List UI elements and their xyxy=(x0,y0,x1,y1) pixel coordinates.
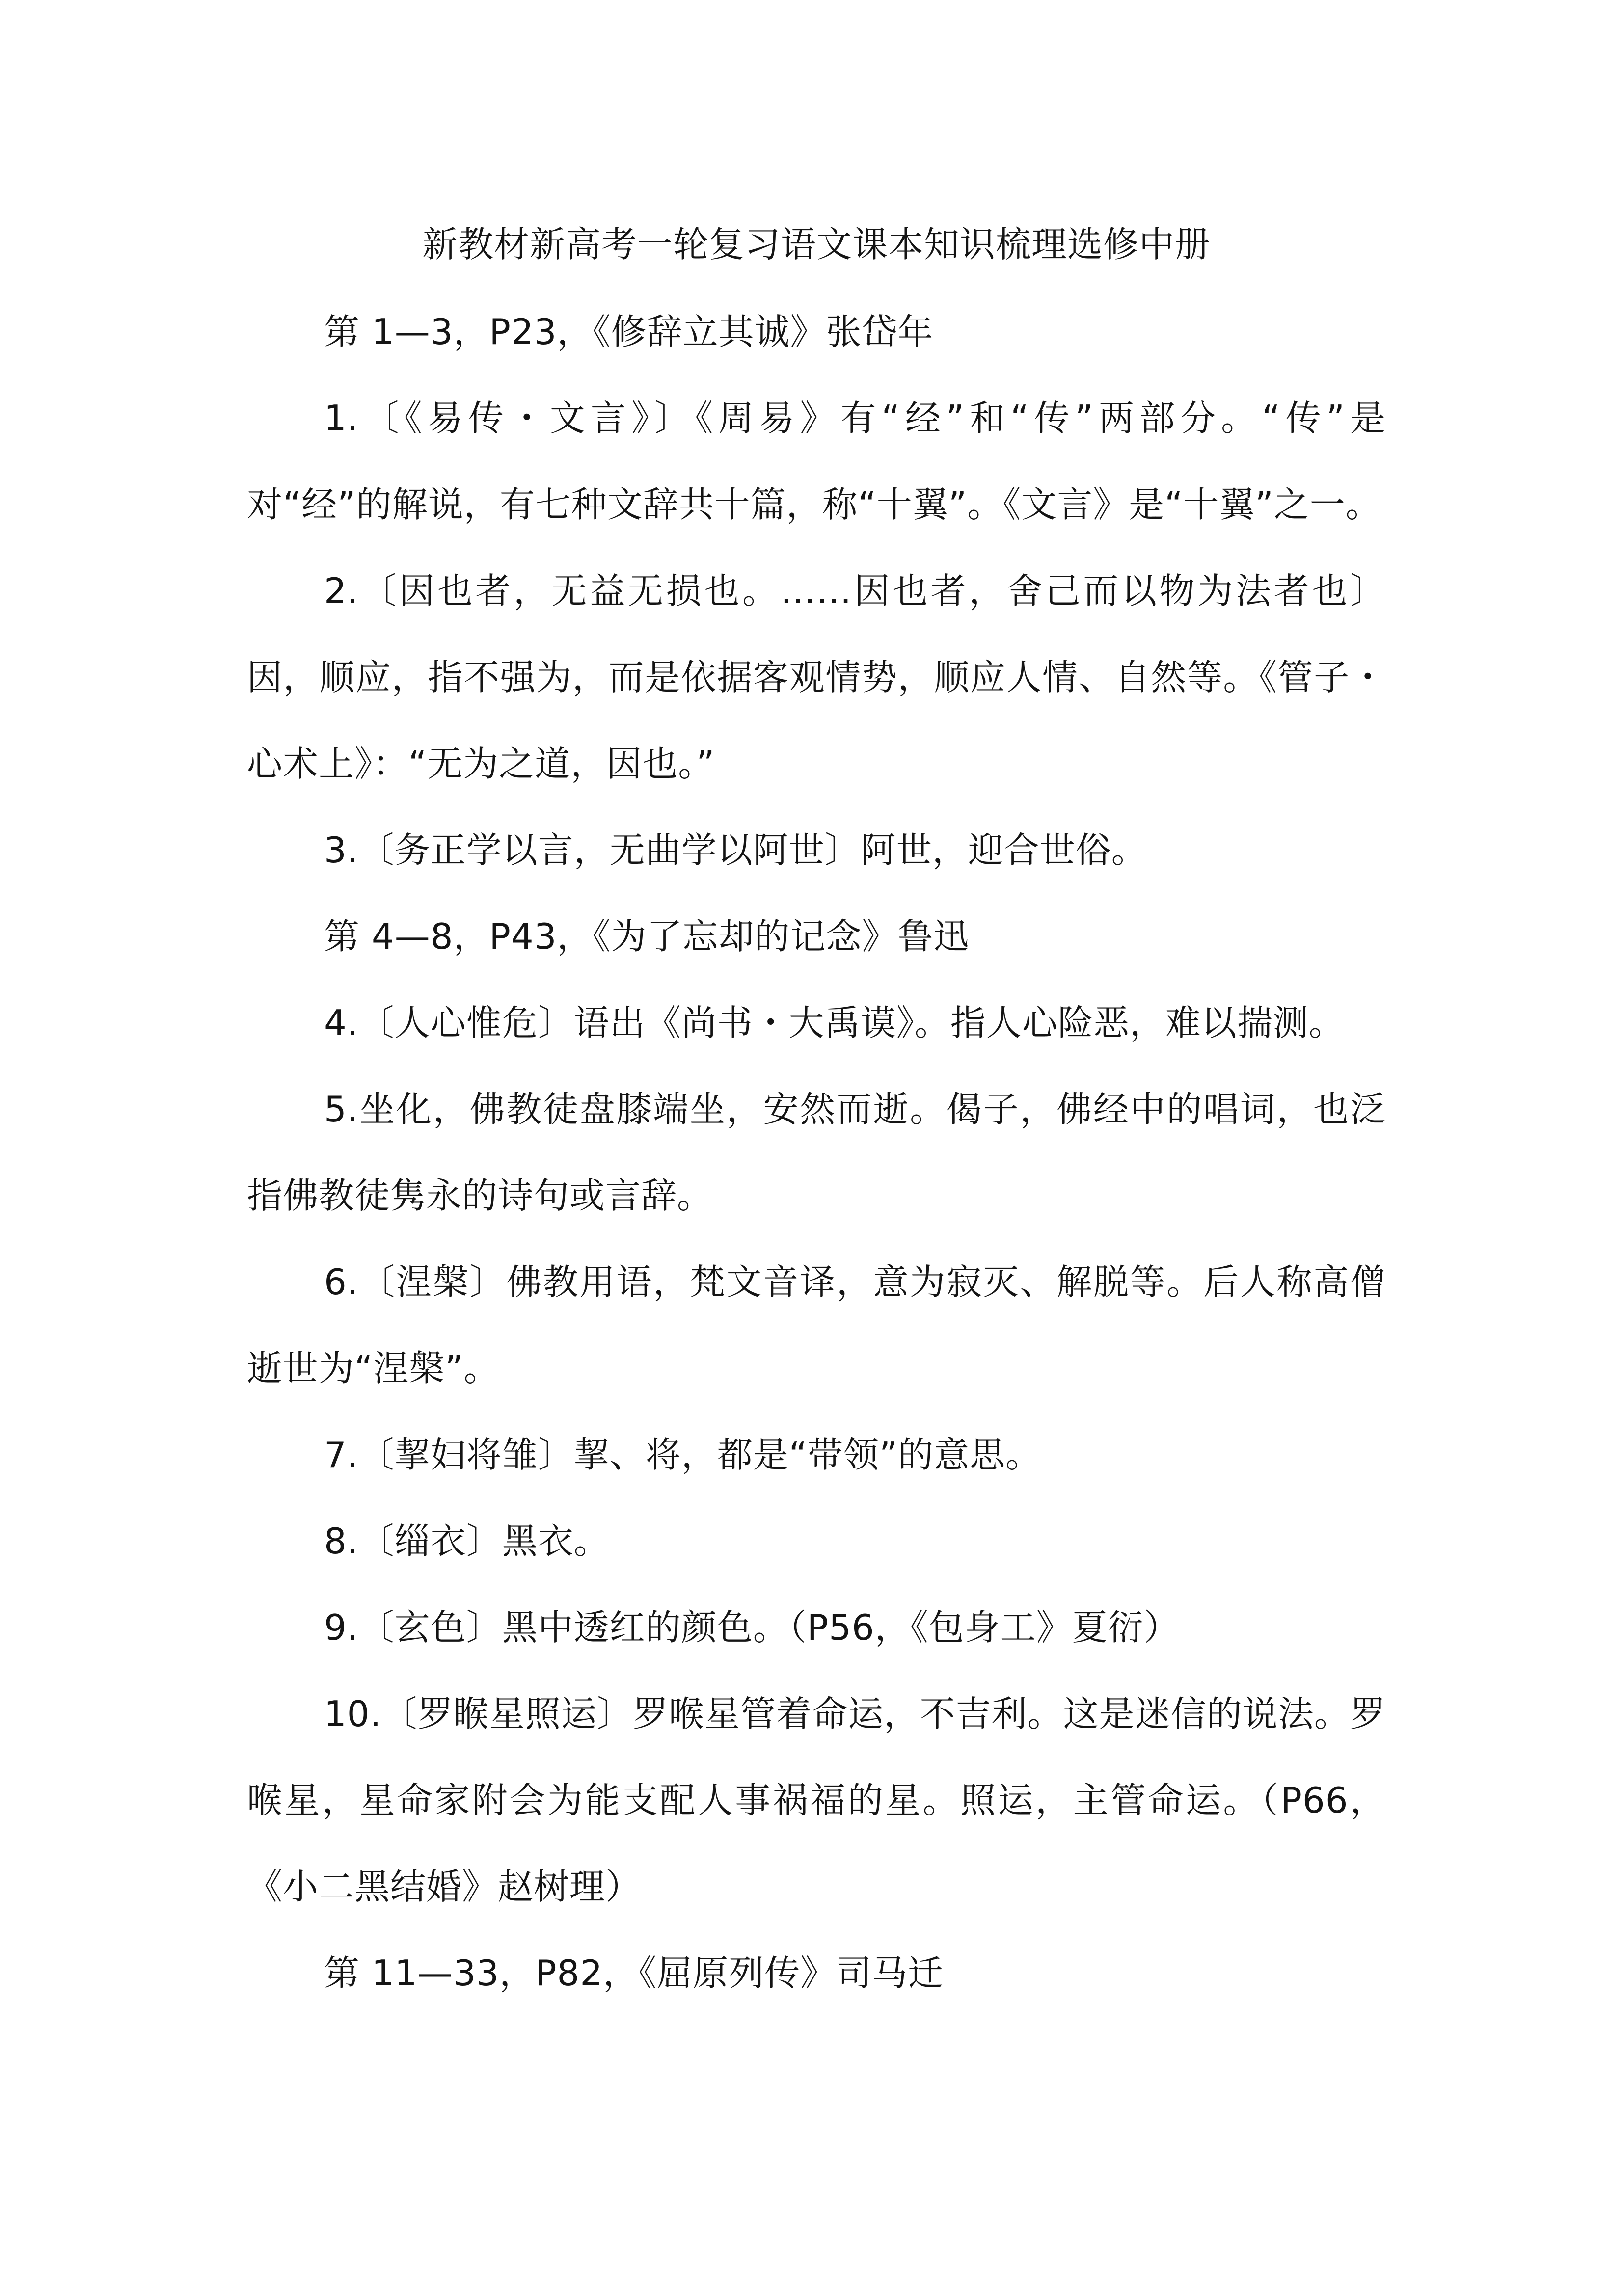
note-3: 3.〔务正学以言，无曲学以阿世〕阿世，迎合世俗。 xyxy=(324,829,1147,871)
note-4: 4.〔人心惟危〕语出《尚书・大禹谟》。指人心险恶，难以揣测。 xyxy=(324,1002,1345,1043)
note-1: 1.〔《易传・文言》〕《周易》有“经”和“传”两部分。“传”是对“经”的解说，有七种文辞共十篇，称“十翼”。《文言》是“十翼”之一。 xyxy=(247,398,1386,525)
note-2: 2.〔因也者，无益无损也。……因也者，舍己而以物为法者也〕因，顺应，指不强为，而是依据客观情势，顺应人情、自然等。《管子・心术上》：“无为之道，因也。” xyxy=(247,570,1386,784)
section-heading-4-8: 第 4—8，P43，《为了忘却的记念》鲁迅 xyxy=(324,916,970,957)
note-5: 5.坐化，佛教徒盘膝端坐，安然而逝。偈子，佛经中的唱词，也泛指佛教徒隽永的诗句或言辞。 xyxy=(247,1089,1386,1216)
note-10: 10.〔罗睺星照运〕罗喉星管着命运，不吉利。这是迷信的说法。罗喉星，星命家附会为能支配人事祸福的星。照运，主管命运。（P66，《小二黑结婚》赵树理） xyxy=(247,1693,1386,1907)
document-title: 新教材新高考一轮复习语文课本知识梳理选修中册 xyxy=(422,224,1211,265)
note-7: 7.〔挈妇将雏〕挈、将，都是“带领”的意思。 xyxy=(324,1434,1042,1475)
note-9: 9.〔玄色〕黑中透红的颜色。（P56，《包身工》夏衍） xyxy=(324,1607,1180,1648)
note-6: 6.〔涅槃〕佛教用语，梵文音译，意为寂灭、解脱等。后人称高僧逝世为“涅槃”。 xyxy=(247,1261,1386,1389)
document-body xyxy=(247,201,1386,2016)
note-8: 8.〔缁衣〕黑衣。 xyxy=(324,1521,610,1562)
section-heading-1-3: 第 1—3，P23，《修辞立其诚》张岱年 xyxy=(324,311,934,352)
section-heading-11-33: 第 11—33，P82，《屈原列传》司马迁 xyxy=(324,1952,944,1994)
